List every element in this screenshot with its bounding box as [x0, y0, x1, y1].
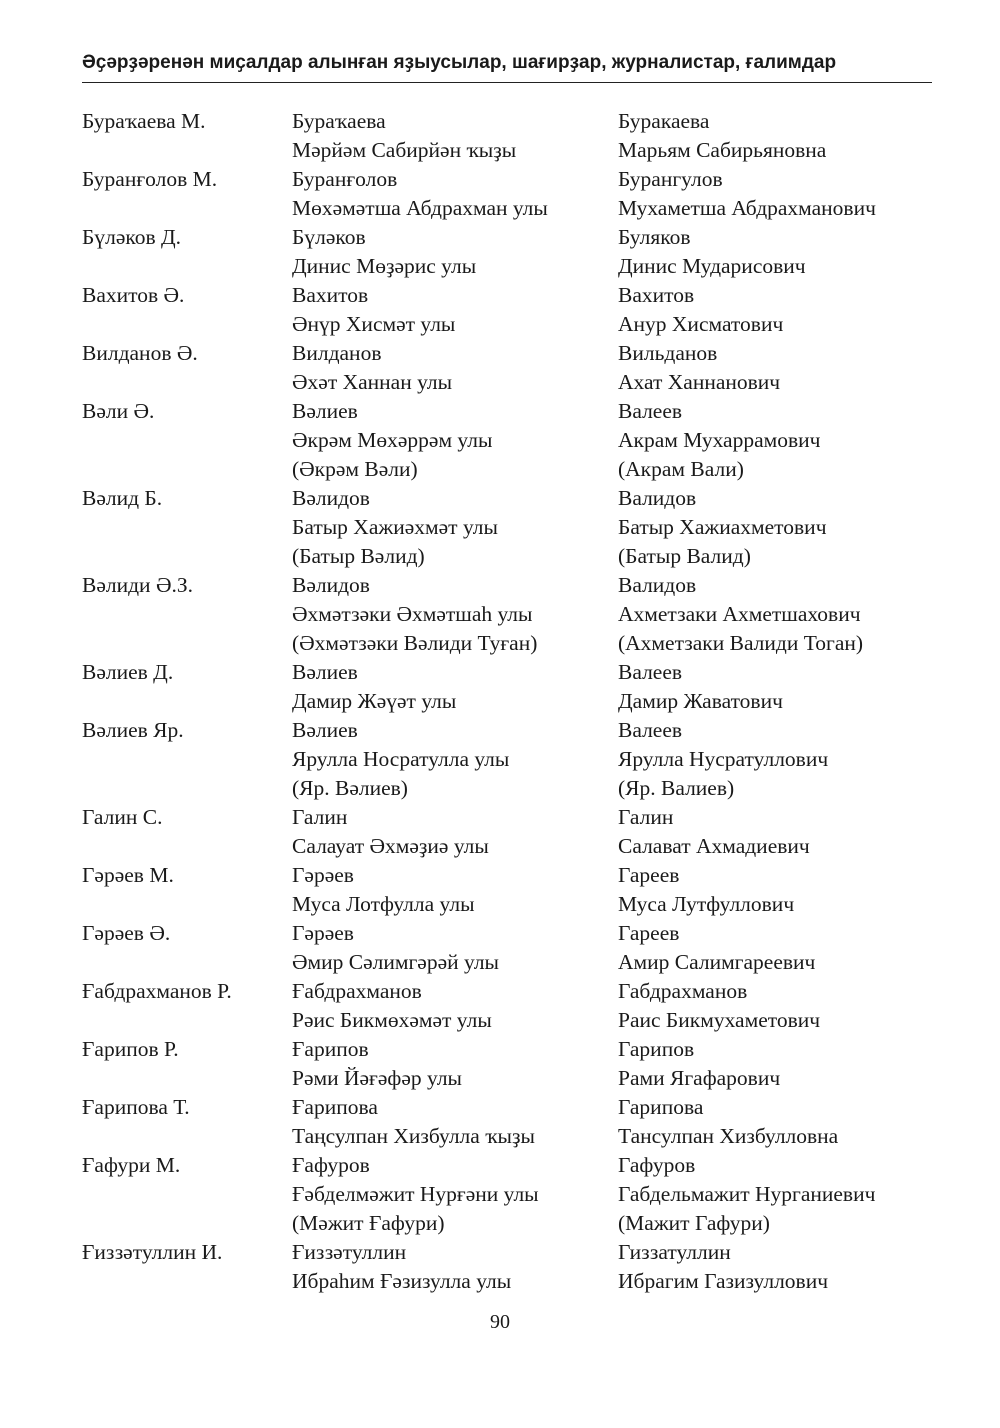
bashkir-full-name: Әнүр Хисмәт улы — [292, 312, 456, 336]
short-name: Ғафури М. — [82, 1153, 181, 1177]
entry-line — [82, 948, 942, 977]
russian-full-name: Гафуров — [618, 1153, 696, 1177]
russian-full-name: Буляков — [618, 225, 691, 249]
short-name — [82, 426, 292, 455]
entry-line — [82, 977, 942, 1006]
entry-line — [82, 1151, 942, 1180]
entry-line — [82, 542, 942, 571]
entry-line — [82, 600, 942, 629]
bashkir-full-name: (Әкрәм Вәли) — [292, 457, 418, 481]
bashkir-full-name: Вәлиев — [292, 399, 358, 423]
short-name: Ғарипов Р. — [82, 1037, 179, 1061]
russian-full-name: Габдрахманов — [618, 979, 748, 1003]
russian-full-name: (Батыр Валид) — [618, 544, 751, 568]
short-name: Вилданов Ә. — [82, 341, 198, 365]
bashkir-full-name: Мәрйәм Сабирйән ҡыҙы — [292, 138, 517, 162]
name-entry — [82, 571, 942, 658]
short-name — [82, 252, 292, 281]
bashkir-full-name: Вәлидов — [292, 486, 370, 510]
bashkir-full-name: Салауат Әхмәҙиә улы — [292, 834, 489, 858]
short-name — [82, 890, 292, 919]
page-number: 90 — [490, 1311, 510, 1333]
short-name — [82, 1122, 292, 1151]
bashkir-full-name: Ғәбделмәжит Нурғәни улы — [292, 1182, 539, 1206]
bashkir-full-name: Ғабдрахманов — [292, 979, 422, 1003]
short-name: Галин С. — [82, 805, 163, 829]
bashkir-full-name: Бураҡаева — [292, 109, 386, 133]
short-name — [82, 687, 292, 716]
russian-full-name: Валеев — [618, 660, 683, 684]
bashkir-full-name: Ғафуров — [292, 1153, 370, 1177]
entry-line — [82, 136, 942, 165]
short-name — [82, 310, 292, 339]
name-entry — [82, 1151, 942, 1238]
entry-line — [82, 919, 942, 948]
short-name — [82, 368, 292, 397]
russian-full-name: Габдельмажит Нурганиевич — [618, 1182, 876, 1206]
bashkir-full-name: Әхәт Ханнан улы — [292, 370, 453, 394]
entry-line — [82, 1238, 942, 1267]
short-name: Вәли Ә. — [82, 399, 155, 423]
bashkir-full-name: Вәлиев — [292, 660, 358, 684]
bashkir-full-name: Батыр Хажиәхмәт улы — [292, 515, 498, 539]
short-name — [82, 1006, 292, 1035]
russian-full-name: (Яр. Валиев) — [618, 776, 735, 800]
name-entry — [82, 658, 942, 716]
bashkir-full-name: Вилданов — [292, 341, 382, 365]
bashkir-full-name: (Әхмәтзәки Вәлиди Туған) — [292, 631, 538, 655]
short-name — [82, 948, 292, 977]
running-header: Әҫәрҙәренән миҫалдар алынған яҙыусылар, шағирҙар, журналистар, ғалимдар — [82, 52, 837, 73]
russian-full-name: Салават Ахмадиевич — [618, 834, 810, 858]
russian-full-name: Амир Салимгареевич — [618, 950, 816, 974]
bashkir-full-name: Таңсулпан Хизбулла ҡыҙы — [292, 1124, 535, 1148]
russian-full-name: Дамир Жаватович — [618, 689, 783, 713]
name-entry — [82, 1093, 942, 1151]
short-name — [82, 1064, 292, 1093]
bashkir-full-name: Рәми Йәғәфәр улы — [292, 1066, 462, 1090]
russian-full-name: Рами Ягафарович — [618, 1066, 781, 1090]
russian-full-name: Гиззатуллин — [618, 1240, 731, 1264]
entry-line — [82, 687, 942, 716]
short-name: Ғиззәтуллин И. — [82, 1240, 223, 1264]
entry-line — [82, 832, 942, 861]
entry-line — [82, 1209, 942, 1238]
entry-line — [82, 165, 942, 194]
short-name — [82, 136, 292, 165]
entry-line — [82, 1267, 942, 1296]
entry-line — [82, 281, 942, 310]
short-name — [82, 1209, 292, 1238]
bashkir-full-name: (Яр. Вәлиев) — [292, 776, 408, 800]
short-name — [82, 600, 292, 629]
russian-full-name: Валеев — [618, 718, 683, 742]
short-name — [82, 745, 292, 774]
bashkir-full-name: Мөхәмәтша Абдрахман улы — [292, 196, 548, 220]
russian-full-name: Валеев — [618, 399, 683, 423]
russian-full-name: Муса Лутфуллович — [618, 892, 795, 916]
russian-full-name: Анур Хисматович — [618, 312, 784, 336]
short-name — [82, 774, 292, 803]
name-entry — [82, 397, 942, 484]
short-name: Вәлиев Яр. — [82, 718, 184, 742]
russian-full-name: Гарипов — [618, 1037, 695, 1061]
short-name — [82, 542, 292, 571]
russian-full-name: Акрам Мухаррамович — [618, 428, 821, 452]
entry-line — [82, 513, 942, 542]
bashkir-full-name: Ярулла Носратулла улы — [292, 747, 510, 771]
name-entry — [82, 484, 942, 571]
short-name — [82, 194, 292, 223]
name-entry — [82, 223, 942, 281]
bashkir-full-name: Дамир Жәүәт улы — [292, 689, 457, 713]
short-name: Ғабдрахманов Р. — [82, 979, 232, 1003]
bashkir-full-name: Бүләков — [292, 225, 366, 249]
entry-line — [82, 1035, 942, 1064]
name-entry — [82, 716, 942, 803]
entry-line — [82, 890, 942, 919]
bashkir-full-name: Вәлидов — [292, 573, 370, 597]
entry-line — [82, 803, 942, 832]
entry-line — [82, 223, 942, 252]
entry-line — [82, 484, 942, 513]
entry-line — [82, 339, 942, 368]
bashkir-full-name: Вахитов — [292, 283, 369, 307]
russian-full-name: Ахат Ханнанович — [618, 370, 781, 394]
entry-line — [82, 426, 942, 455]
bashkir-full-name: Әкрәм Мөхәррәм улы — [292, 428, 493, 452]
short-name: Вәлид Б. — [82, 486, 163, 510]
entry-line — [82, 368, 942, 397]
entry-line — [82, 194, 942, 223]
entry-line — [82, 745, 942, 774]
russian-full-name: (Акрам Вали) — [618, 457, 744, 481]
entry-line — [82, 310, 942, 339]
bashkir-full-name: Вәлиев — [292, 718, 358, 742]
bashkir-full-name: Ғарипов — [292, 1037, 369, 1061]
russian-full-name: Ибрагим Газизуллович — [618, 1269, 829, 1293]
short-name: Гәрәев М. — [82, 863, 174, 887]
bashkir-full-name: Ғарипова — [292, 1095, 378, 1119]
russian-full-name: Ахметзаки Ахметшахович — [618, 602, 861, 626]
short-name: Вәлиев Д. — [82, 660, 174, 684]
bashkir-full-name: (Мәжит Ғафури) — [292, 1211, 445, 1235]
russian-full-name: Вильданов — [618, 341, 718, 365]
name-entry — [82, 1238, 942, 1296]
russian-full-name: Марьям Сабирьяновна — [618, 138, 827, 162]
bashkir-full-name: (Батыр Вәлид) — [292, 544, 425, 568]
russian-full-name: Раис Бикмухаметович — [618, 1008, 821, 1032]
name-entry — [82, 977, 942, 1035]
russian-full-name: Динис Мударисович — [618, 254, 806, 278]
short-name: Вәлиди Ә.З. — [82, 573, 193, 597]
bashkir-full-name: Буранғолов — [292, 167, 398, 191]
short-name — [82, 455, 292, 484]
name-entry — [82, 861, 942, 919]
bashkir-full-name: Гәрәев — [292, 863, 354, 887]
name-entry — [82, 803, 942, 861]
russian-full-name: Валидов — [618, 573, 697, 597]
bashkir-full-name: Рәис Бикмөхәмәт улы — [292, 1008, 492, 1032]
short-name — [82, 629, 292, 658]
russian-full-name: Батыр Хажиахметович — [618, 515, 827, 539]
russian-full-name: Вахитов — [618, 283, 695, 307]
bashkir-full-name: Ибраһим Ғәзизулла улы — [292, 1269, 512, 1293]
entry-line — [82, 1122, 942, 1151]
russian-full-name: Ярулла Нусратуллович — [618, 747, 829, 771]
bashkir-full-name: Муса Лотфулла улы — [292, 892, 475, 916]
russian-full-name: Гареев — [618, 863, 680, 887]
entry-line — [82, 1064, 942, 1093]
entry-line — [82, 252, 942, 281]
bashkir-full-name: Галин — [292, 805, 348, 829]
entry-line — [82, 1180, 942, 1209]
bashkir-full-name: Әхмәтзәки Әхмәтшаһ улы — [292, 602, 533, 626]
russian-full-name: Гарипова — [618, 1095, 704, 1119]
bashkir-full-name: Әмир Сәлимгәрәй улы — [292, 950, 500, 974]
short-name — [82, 832, 292, 861]
short-name: Буранғолов М. — [82, 167, 218, 191]
entry-line — [82, 455, 942, 484]
bashkir-full-name: Динис Мөҙәрис улы — [292, 254, 477, 278]
entry-line — [82, 861, 942, 890]
russian-full-name: Мухаметша Абдрахманович — [618, 196, 876, 220]
name-entry — [82, 107, 942, 165]
entry-line — [82, 629, 942, 658]
russian-full-name: (Мажит Гафури) — [618, 1211, 770, 1235]
bashkir-full-name: Ғиззәтуллин — [292, 1240, 407, 1264]
name-entry — [82, 165, 942, 223]
entry-line — [82, 571, 942, 600]
short-name: Бураҡаева М. — [82, 109, 206, 133]
name-entry — [82, 1035, 942, 1093]
short-name — [82, 1180, 292, 1209]
short-name — [82, 513, 292, 542]
short-name: Бүләков Д. — [82, 225, 182, 249]
entry-line — [82, 397, 942, 426]
russian-full-name: Валидов — [618, 486, 697, 510]
short-name — [82, 1267, 292, 1296]
name-entry — [82, 281, 942, 339]
short-name: Ғарипова Т. — [82, 1095, 190, 1119]
russian-full-name: Буракаева — [618, 109, 710, 133]
russian-full-name: Гареев — [618, 921, 680, 945]
russian-full-name: Бурангулов — [618, 167, 723, 191]
short-name: Гәрәев Ә. — [82, 921, 171, 945]
russian-full-name: (Ахметзаки Валиди Тоган) — [618, 631, 864, 655]
name-entry — [82, 339, 942, 397]
entry-line — [82, 716, 942, 745]
short-name: Вахитов Ә. — [82, 283, 185, 307]
entry-line — [82, 774, 942, 803]
russian-full-name: Галин — [618, 805, 674, 829]
name-list — [82, 107, 942, 1296]
bashkir-full-name: Гәрәев — [292, 921, 354, 945]
name-entry — [82, 919, 942, 977]
entry-line — [82, 107, 942, 136]
entry-line — [82, 658, 942, 687]
header-rule — [82, 82, 932, 83]
entry-line — [82, 1006, 942, 1035]
russian-full-name: Тансулпан Хизбулловна — [618, 1124, 839, 1148]
entry-line — [82, 1093, 942, 1122]
